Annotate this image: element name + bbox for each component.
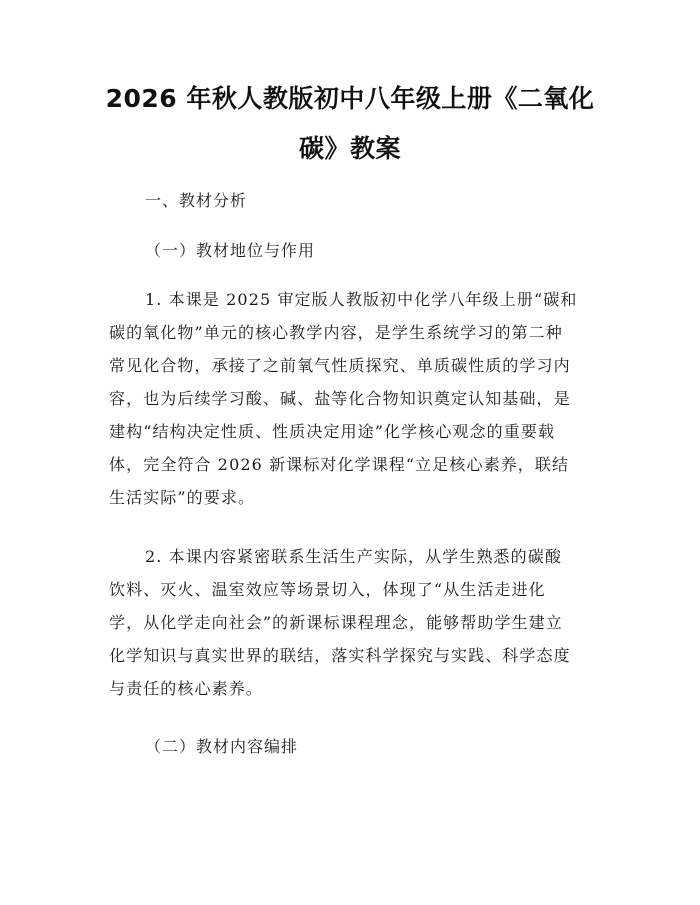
paragraph-1-line: 常见化合物，承接了之前氧气性质探究、单质碳性质的学习内 [109,356,571,375]
subsection-heading-content-arrangement: （二）教材内容编排 [145,737,299,756]
section-heading-teaching-material-analysis: 一、教材分析 [145,191,248,210]
paragraph-1-line: 1. 本课是 2025 审定版人教版初中化学八年级上册“碳和 [145,290,578,309]
subsection-heading-status-and-role: （一）教材地位与作用 [145,241,316,260]
paragraph-1-line: 建构“结构决定性质、性质决定用途”化学核心观念的重要载 [109,422,556,441]
paragraph-1-line: 体，完全符合 2026 新课标对化学课程“立足核心素养，联结 [109,455,570,474]
paragraph-1-line: 容，也为后续学习酸、碱、盐等化合物知识奠定认知基础，是 [109,389,571,408]
paragraph-2-line: 饮料、灭火、温室效应等场景切入，体现了“从生活走进化 [109,580,546,599]
paragraph-1-line: 生活实际”的要求。 [109,488,256,507]
document-title-line-2: 碳》教案 [298,134,401,163]
document-title-line-1: 2026 年秋人教版初中八年级上册《二氧化 [105,84,595,113]
paragraph-2-line: 化学知识与真实世界的联结，落实科学探究与实践、科学态度 [109,646,571,665]
paragraph-2-line: 2. 本课内容紧密联系生活生产实际，从学生熟悉的碳酸 [145,547,562,566]
paragraph-2-line: 学，从化学走向社会”的新课标课程理念，能够帮助学生建立 [109,613,563,632]
paragraph-2-line: 与责任的核心素养。 [109,679,263,698]
paragraph-1-line: 碳的氧化物”单元的核心教学内容，是学生系统学习的第二种 [109,323,563,342]
